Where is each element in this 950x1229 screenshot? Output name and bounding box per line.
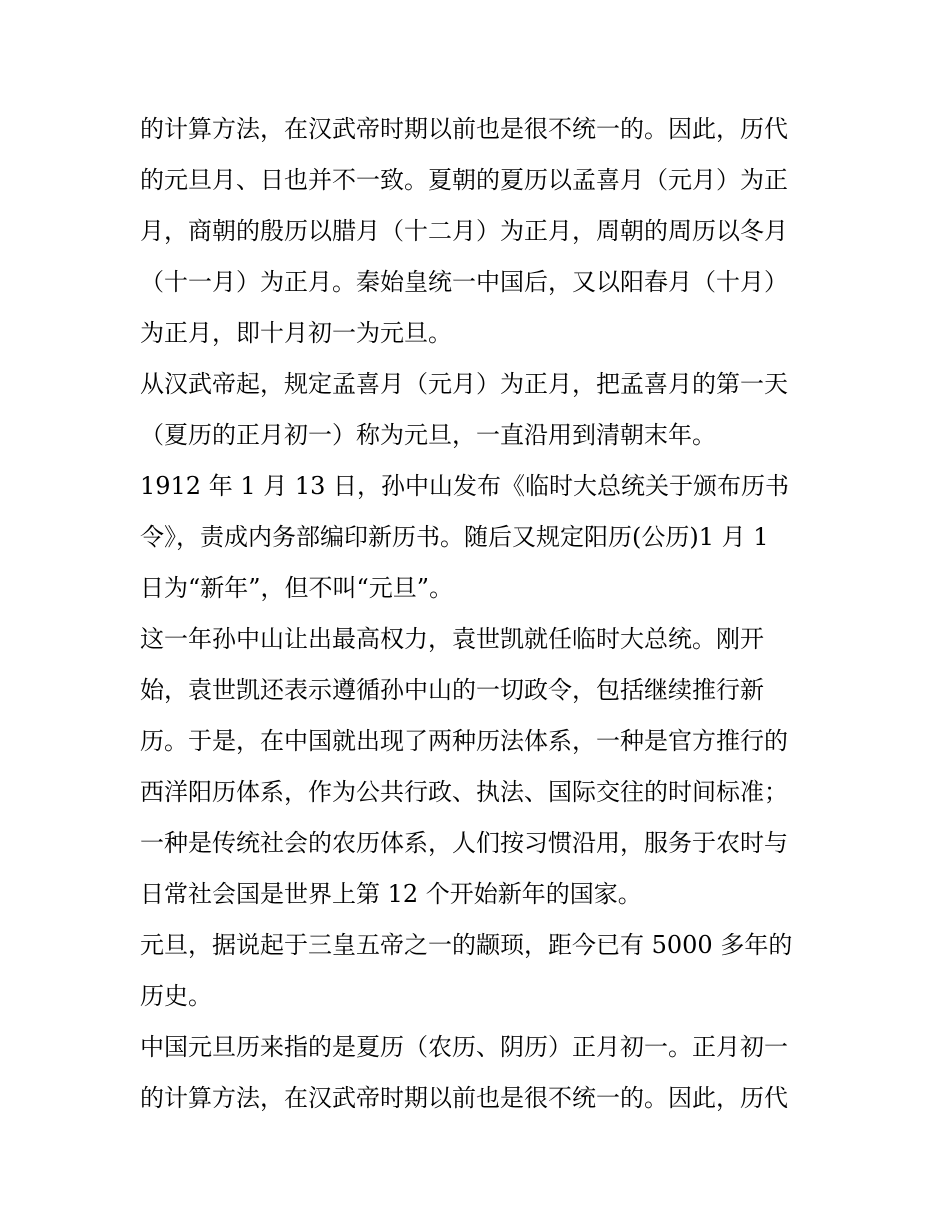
- text-line: 日常社会国是世界上第 12 个开始新年的国家。: [140, 880, 642, 908]
- text-line: 中国元旦历来指的是夏历（农历、阴历）正月初一。正月初一: [140, 1033, 788, 1061]
- text-line: 日为“新年”，但不叫“元旦”。: [140, 574, 454, 602]
- text-line: 令》，责成内务部编印新历书。随后又规定阳历(公历)1 月 1: [140, 523, 769, 551]
- text-line: 西洋阳历体系，作为公共行政、执法、国际交往的时间标准；: [140, 778, 788, 806]
- text-line: 1912 年 1 月 13 日，孙中山发布《临时大总统关于颁布历书: [140, 472, 790, 500]
- body-text: [140, 104, 820, 1124]
- text-line: 历史。: [140, 982, 212, 1010]
- text-line: 从汉武帝起，规定孟喜月（元月）为正月，把孟喜月的第一天: [140, 370, 788, 398]
- text-line: 的元旦月、日也并不一致。夏朝的夏历以孟喜月（元月）为正: [140, 166, 788, 194]
- text-line: （夏历的正月初一）称为元旦，一直沿用到清朝末年。: [140, 421, 716, 449]
- text-line: 月，商朝的殷历以腊月（十二月）为正月，周朝的周历以冬月: [140, 217, 788, 245]
- text-line: 这一年孙中山让出最高权力，袁世凯就任临时大总统。刚开: [140, 625, 764, 653]
- text-line: 一种是传统社会的农历体系，人们按习惯沿用，服务于农时与: [140, 829, 788, 857]
- text-line: 始，袁世凯还表示遵循孙中山的一切政令，包括继续推行新: [140, 676, 764, 704]
- text-line: 的计算方法，在汉武帝时期以前也是很不统一的。因此，历代: [140, 115, 788, 143]
- text-line: （十一月）为正月。秦始皇统一中国后，又以阳春月（十月）: [140, 268, 788, 296]
- text-line: 为正月，即十月初一为元旦。: [140, 319, 452, 347]
- text-line: 历。于是，在中国就出现了两种历法体系，一种是官方推行的: [140, 727, 788, 755]
- text-line: 的计算方法，在汉武帝时期以前也是很不统一的。因此，历代: [140, 1084, 788, 1112]
- text-line: 元旦，据说起于三皇五帝之一的颛顼，距今已有 5000 多年的: [140, 931, 793, 959]
